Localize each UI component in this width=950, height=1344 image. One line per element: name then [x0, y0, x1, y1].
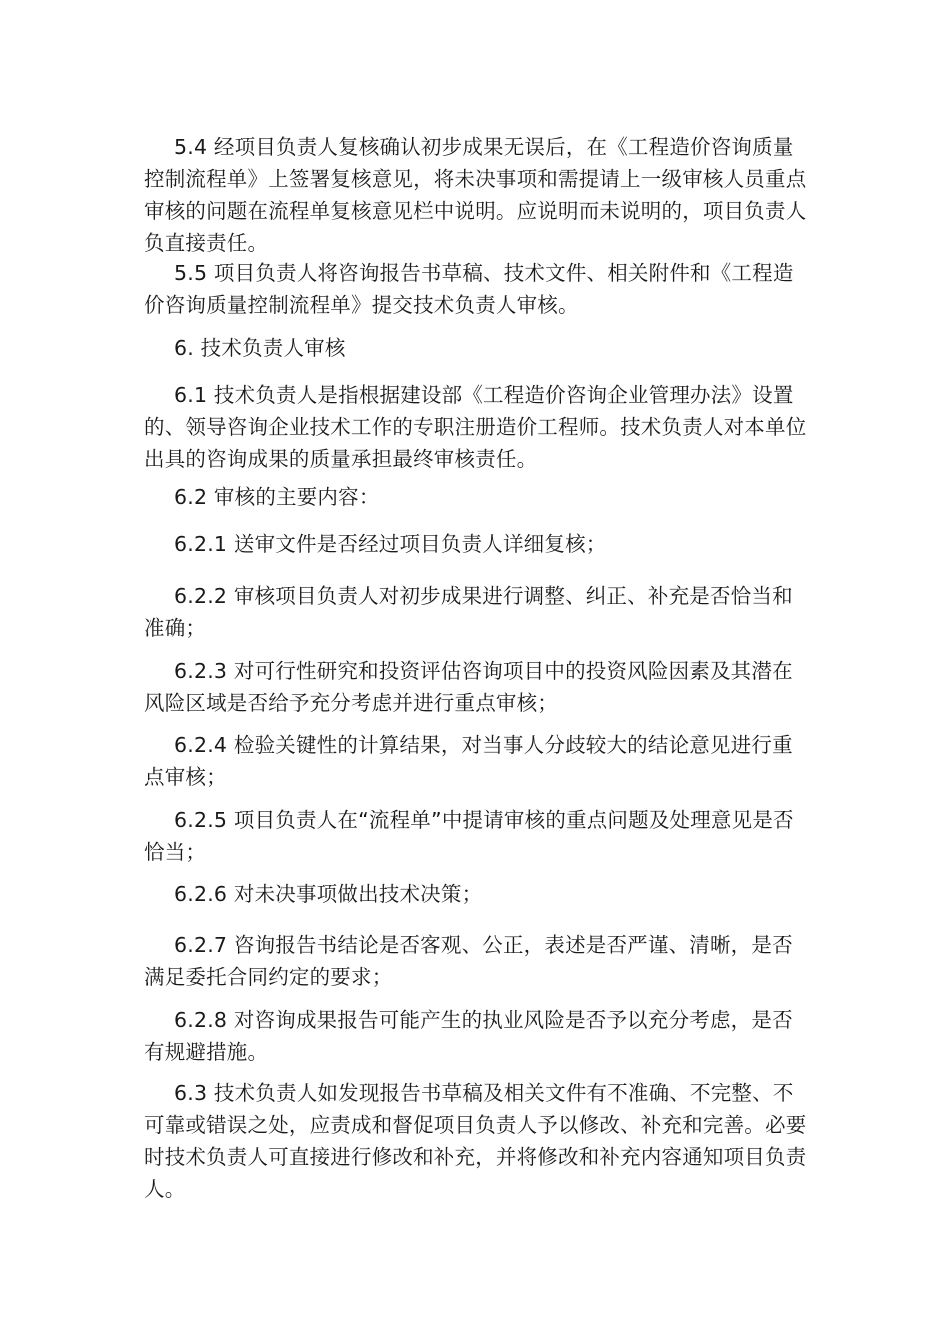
paragraph-6-2-8: 6.2.8 对咨询成果报告可能产生的执业风险是否予以充分考虑，是否有规避措施。 — [144, 1008, 793, 1064]
paragraph-5-5: 5.5 项目负责人将咨询报告书草稿、技术文件、相关附件和《工程造价咨询质量控制流程单》提交技术负责人审核。 — [144, 261, 794, 317]
paragraph-6-2-7: 6.2.7 咨询报告书结论是否客观、公正，表述是否严谨、清晰，是否满足委托合同约定的要求； — [144, 933, 793, 989]
paragraph-6-2-2: 6.2.2 审核项目负责人对初步成果进行调整、纠正、补充是否恰当和准确； — [144, 584, 793, 640]
paragraph-6-3: 6.3 技术负责人如发现报告书草稿及相关文件有不准确、不完整、不可靠或错误之处，应责成和督促项目负责人予以修改、补充和完善。必要时技术负责人可直接进行修改和补充，并将修改和补充内容通知项目负责人。 — [144, 1081, 807, 1201]
paragraph-6-2-3: 6.2.3 对可行性研究和投资评估咨询项目中的投资风险因素及其潜在风险区域是否给予充分考虑并进行重点审核； — [144, 659, 793, 715]
paragraph-6-2-6: 6.2.6 对未决事项做出技术决策； — [174, 882, 483, 906]
paragraph-5-4: 5.4 经项目负责人复核确认初步成果无误后，在《工程造价咨询质量控制流程单》上签署复核意见，将未决事项和需提请上一级审核人员重点审核的问题在流程单复核意见栏中说明。应说明而未说明的，项目负责人负直接责任。 — [144, 135, 807, 255]
paragraph-6-2-5: 6.2.5 项目负责人在“流程单”中提请审核的重点问题及处理意见是否恰当； — [144, 808, 794, 864]
paragraph-6-2-4: 6.2.4 检验关键性的计算结果，对当事人分歧较大的结论意见进行重点审核； — [144, 733, 793, 789]
section-heading-6: 6. 技术负责人审核 — [174, 336, 346, 360]
paragraph-6-2: 6.2 审核的主要内容： — [174, 485, 380, 509]
paragraph-6-1: 6.1 技术负责人是指根据建设部《工程造价咨询企业管理办法》设置的、领导咨询企业技术工作的专职注册造价工程师。技术负责人对本单位出具的咨询成果的质量承担最终审核责任。 — [144, 383, 807, 471]
paragraph-6-2-1: 6.2.1 送审文件是否经过项目负责人详细复核； — [174, 532, 607, 556]
